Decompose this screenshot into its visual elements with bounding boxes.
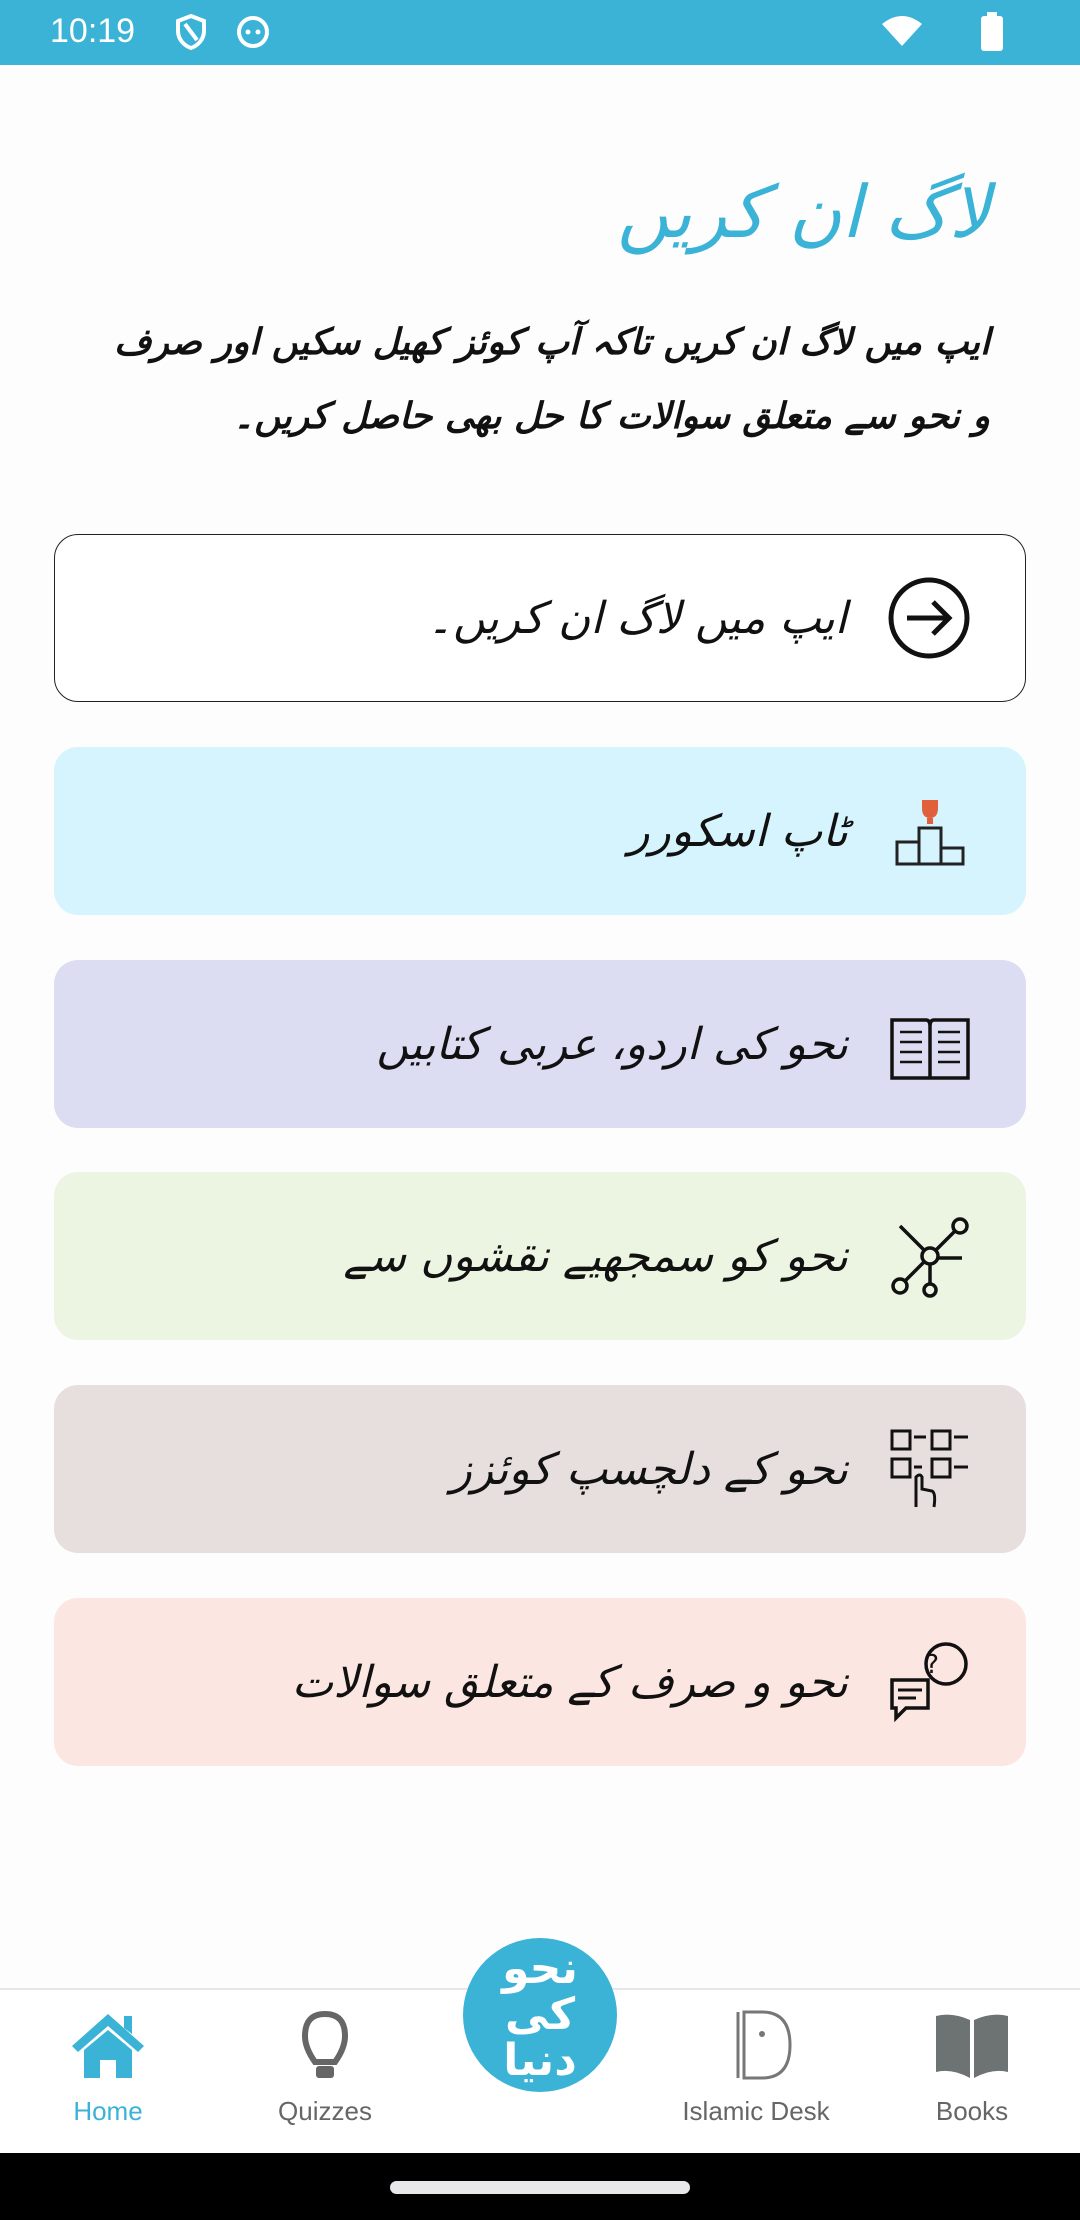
nav-books-label: Books xyxy=(935,2096,1009,2126)
wifi-icon xyxy=(880,14,924,48)
home-icon xyxy=(68,2010,148,2080)
menu-label: نحو کی اردو، عربی کتابیں xyxy=(376,1018,848,1070)
cat-icon xyxy=(236,14,270,48)
status-bar xyxy=(0,0,1080,65)
menu-quizzes[interactable] xyxy=(54,1385,1026,1553)
nav-quizzes[interactable] xyxy=(235,2010,415,2127)
nav-home-label: Home xyxy=(73,2096,143,2126)
network-icon xyxy=(888,1214,972,1298)
status-time: 10:19 xyxy=(50,12,136,50)
menu-label: نحو کے دلچسپ کوئزز xyxy=(450,1443,848,1495)
app-logo-text: نحو کی دنیا xyxy=(502,1943,578,2086)
question-chat-icon xyxy=(888,1640,972,1724)
lightbulb-icon xyxy=(285,2010,365,2080)
login-description: ایپ میں لاگ ان کریں تاکہ آپ کوئز کھیل سکیں اور صرف و نحو سے متعلق سوالات کا حل بھی حاصل کریں۔ xyxy=(114,321,990,437)
page-title: لاگ ان کریں xyxy=(616,170,990,254)
menu-label: نحو و صرف کے متعلق سوالات xyxy=(291,1656,848,1708)
islamic-desk-icon xyxy=(716,2010,796,2080)
login-arrow-icon xyxy=(887,576,971,660)
login-label: ایپ میں لاگ ان کریں۔ xyxy=(427,592,847,644)
svg-text:?: ? xyxy=(925,1650,939,1680)
book-icon xyxy=(888,1002,972,1086)
menu-books[interactable] xyxy=(54,960,1026,1128)
menu-questions[interactable] xyxy=(54,1598,1026,1766)
login-button[interactable] xyxy=(54,534,1026,702)
nav-islamic-desk[interactable] xyxy=(666,2010,846,2127)
menu-diagrams[interactable] xyxy=(54,1172,1026,1340)
home-gesture-handle[interactable] xyxy=(390,2181,690,2194)
nav-books[interactable] xyxy=(882,2010,1062,2127)
nav-quizzes-label: Quizzes xyxy=(278,2096,372,2126)
quiz-icon xyxy=(888,1427,972,1511)
nav-home[interactable] xyxy=(18,2010,198,2127)
menu-label: ٹاپ اسکورر xyxy=(628,805,848,857)
menu-label: نحو کو سمجھیے نقشوں سے xyxy=(343,1230,848,1282)
nav-islamic-desk-label: Islamic Desk xyxy=(682,2096,830,2126)
open-book-icon xyxy=(932,2010,1012,2080)
shield-icon xyxy=(175,14,207,50)
menu-top-scorers[interactable] xyxy=(54,747,1026,915)
app-logo-button[interactable] xyxy=(463,1938,617,2092)
podium-icon xyxy=(888,789,972,873)
battery-icon xyxy=(980,12,1004,52)
